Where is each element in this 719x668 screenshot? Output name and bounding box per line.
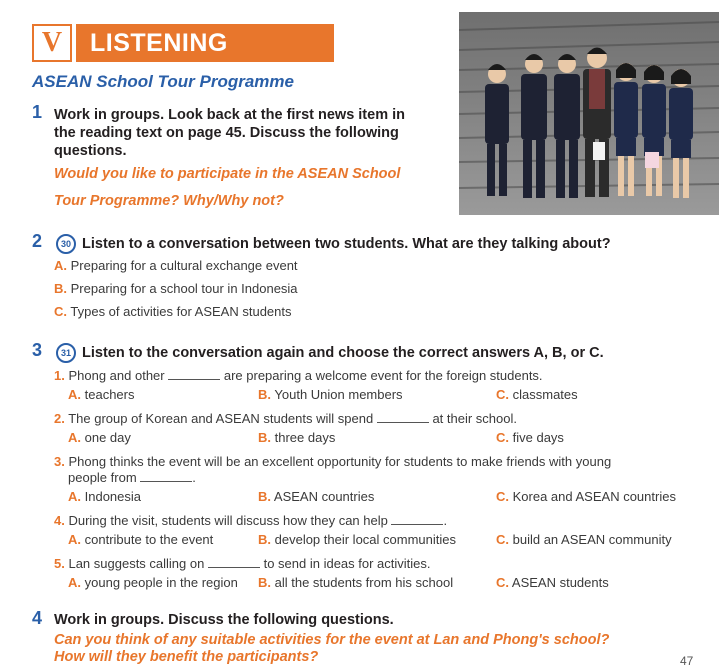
exercise-1-line-3: questions.: [54, 143, 127, 159]
exercise-1-number: 1: [32, 102, 43, 122]
question-3-option-b: B. ASEAN countries: [258, 489, 375, 504]
exercise-3-instruction: Listen to the conversation again and choose the correct answers A, B, or C.: [82, 344, 604, 361]
question-1: 1. Phong and other are preparing a welcome event for the foreign students.: [54, 368, 543, 383]
question-4: 4. During the visit, students will discuss how they can help .: [54, 513, 448, 528]
question-5-option-a: A. young people in the region: [68, 575, 238, 590]
exercise-1-question-1: Would you like to participate in the ASEAN School: [54, 166, 401, 182]
students-photo: [459, 12, 719, 215]
question-2-option-c: C. five days: [496, 430, 564, 445]
exercise-3-number: 3: [32, 340, 43, 360]
exercise-3-instruction-line: [56, 343, 716, 363]
exercise-2-option-b: B. Preparing for a school tour in Indonesia: [54, 281, 298, 296]
question-4-option-a: A. contribute to the event: [68, 532, 214, 547]
question-5-option-c: C. ASEAN students: [496, 575, 609, 590]
photo-students-group-icon: [459, 12, 719, 215]
exercise-4-question-2: How will they benefit the participants?: [54, 649, 319, 665]
question-4-option-c: C. build an ASEAN community: [496, 532, 672, 547]
question-2-option-a: A. one day: [68, 430, 131, 445]
exercise-2-instruction-line: [56, 234, 716, 254]
question-2-option-b: B. three days: [258, 430, 336, 445]
answer-blank: [391, 514, 443, 525]
audio-track-30-icon[interactable]: 30: [56, 234, 76, 254]
exercise-2-option-c: C. Types of activities for ASEAN students: [54, 304, 292, 319]
answer-blank: [140, 471, 192, 482]
question-5: 5. Lan suggests calling on to send in ideas for activities.: [54, 556, 431, 571]
exercise-2-option-a: A. Preparing for a cultural exchange event: [54, 258, 298, 273]
answer-blank: [377, 412, 429, 423]
question-2: 2. The group of Korean and ASEAN students will spend at their school.: [54, 411, 517, 426]
question-3: 3. Phong thinks the event will be an excellent opportunity for students to make friends with young: [54, 454, 612, 469]
exercise-1-line-1: Work in groups. Look back at the first news item in: [54, 107, 406, 123]
page-number: 47: [680, 654, 694, 668]
question-1-option-b: B. Youth Union members: [258, 387, 403, 402]
question-3-line-2: people from .: [68, 470, 196, 485]
exercise-4-number: 4: [32, 608, 43, 628]
exercise-2-number: 2: [32, 231, 43, 251]
question-5-option-b: B. all the students from his school: [258, 575, 454, 590]
exercise-1-question-2: Tour Programme? Why/Why not?: [54, 193, 284, 209]
question-1-option-a: A. teachers: [68, 387, 135, 402]
answer-blank: [168, 369, 220, 380]
exercise-1-line-2: the reading text on page 45. Discuss the following: [54, 125, 399, 141]
question-1-option-c: C. classmates: [496, 387, 578, 402]
exercise-2-instruction: Listen to a conversation between two students. What are they talking about?: [82, 235, 611, 252]
question-3-option-c: C. Korea and ASEAN countries: [496, 489, 676, 504]
answer-blank: [208, 557, 260, 568]
section-title: LISTENING: [90, 29, 228, 57]
exercise-1-instruction: [54, 106, 454, 160]
section-letter: V: [32, 24, 72, 62]
question-4-option-b: B. develop their local communities: [258, 532, 456, 547]
audio-track-31-icon[interactable]: 31: [56, 343, 76, 363]
section-subtitle: ASEAN School Tour Programme: [32, 72, 294, 91]
exercise-4-question-1: Can you think of any suitable activities for the event at Lan and Phong's school?: [54, 632, 610, 648]
question-3-option-a: A. Indonesia: [68, 489, 142, 504]
exercise-4-instruction: Work in groups. Discuss the following questions.: [54, 612, 394, 628]
